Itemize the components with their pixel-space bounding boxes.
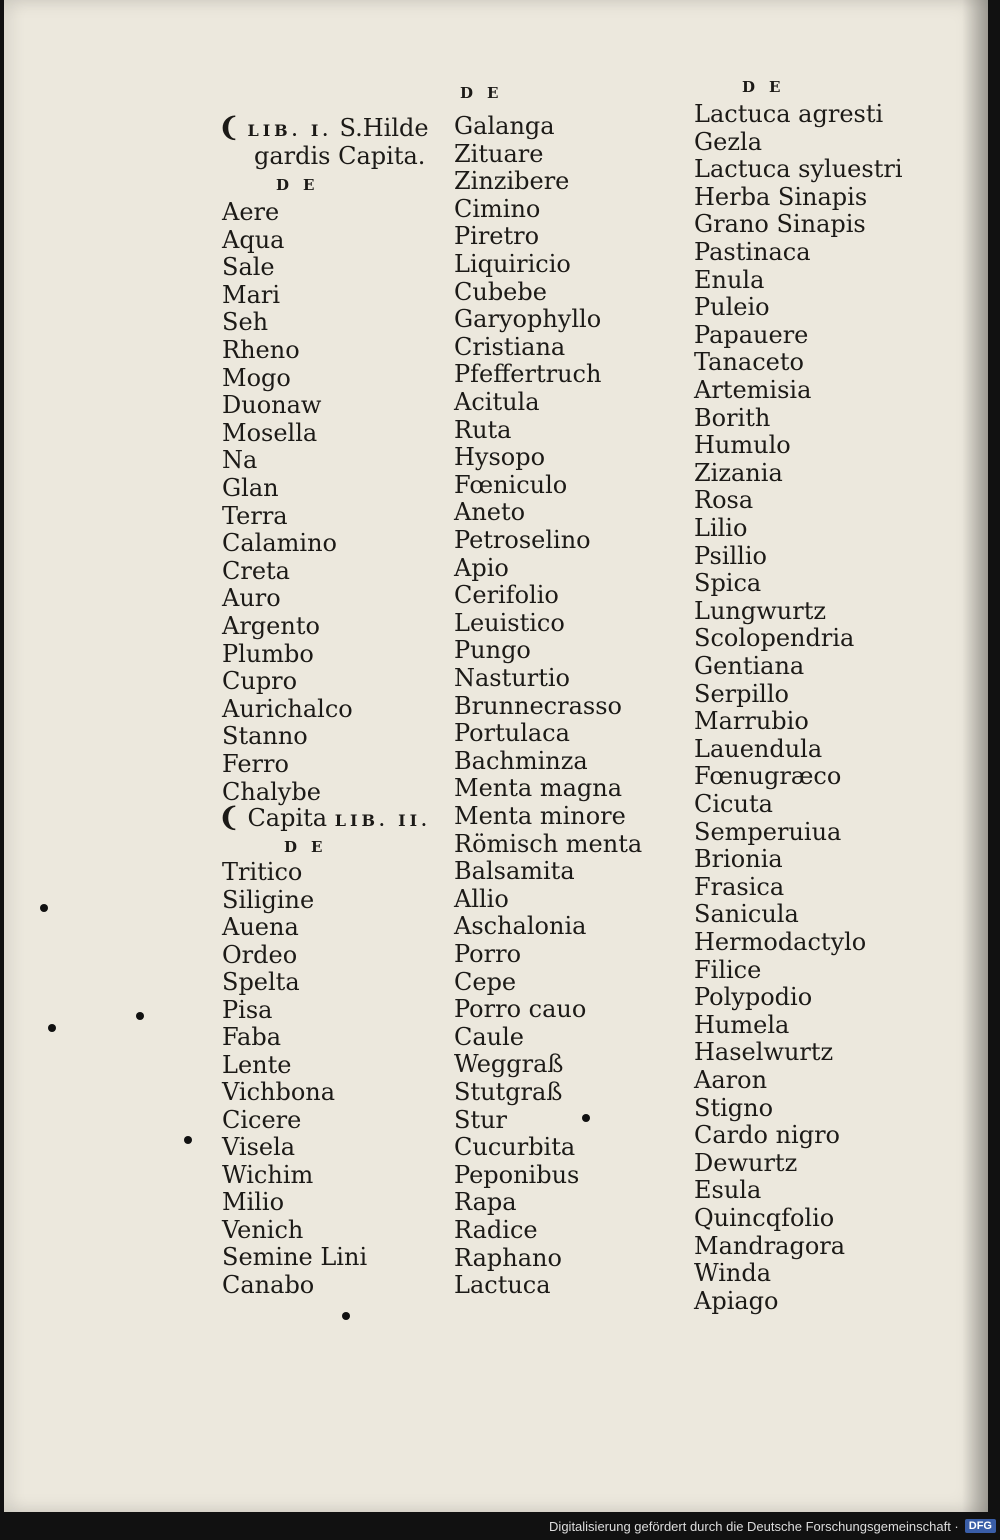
chapter-item: Scolopendria (694, 624, 855, 653)
chapter-item: Aaron (694, 1066, 768, 1094)
chapter-item: Lactuca syluestri (694, 155, 903, 184)
chapter-item: Cicere (222, 1105, 302, 1134)
book-label: LIB. I. (247, 121, 332, 140)
chapter-item: Pungo (454, 636, 531, 665)
rubric-mark: ❨ (218, 803, 240, 833)
chapter-item: Menta magna (454, 774, 623, 803)
chapter-item: Lente (222, 1050, 292, 1079)
chapter-item: Rapa (454, 1188, 517, 1217)
chapter-item: Sanicula (694, 900, 799, 929)
chapter-item: Cimino (454, 194, 541, 223)
rubric-mark: ❨ (218, 113, 240, 143)
chapter-item: Wichim (222, 1160, 314, 1189)
chapter-item: Menta minore (454, 802, 626, 830)
chapter-item: Venich (222, 1215, 304, 1244)
chapter-item: Borith (694, 403, 771, 432)
chapter-item: Canabo (222, 1270, 315, 1299)
chapter-item: Tanaceto (694, 348, 804, 377)
chapter-item: Cardo nigro (694, 1121, 841, 1150)
chapter-item: Pisa (222, 995, 273, 1024)
dfg-logo: DFG (965, 1519, 996, 1533)
book-label: LIB. II. (334, 811, 431, 830)
chapter-item: Dewurtz (694, 1148, 798, 1177)
chapter-item: Winda (694, 1259, 772, 1288)
chapter-item: Humela (694, 1010, 790, 1039)
chapter-item: Piretro (454, 222, 540, 251)
chapter-item: Römisch menta (454, 829, 643, 858)
chapter-item: Cicuta (694, 790, 773, 818)
chapter-item: Porro cauo (454, 995, 587, 1024)
chapter-item: Semine Lini (222, 1243, 368, 1271)
chapter-item: Aere (222, 198, 280, 226)
page-edge-shadow (962, 0, 988, 1512)
ink-spot (582, 1114, 590, 1122)
chapter-item: Auena (222, 913, 299, 941)
chapter-item: Siligine (222, 885, 315, 914)
heading-text: S.Hilde (339, 114, 429, 142)
chapter-item: Filice (694, 955, 762, 984)
chapter-item: Fœniculo (454, 470, 568, 499)
chapter-item: Herba Sinapis (694, 182, 868, 211)
chapter-item: Frasica (694, 872, 785, 901)
chapter-item: Ferro (222, 750, 289, 778)
chapter-item: Quincqfolio (694, 1204, 835, 1232)
chapter-item: Galanga (454, 112, 555, 140)
heading-text: Capita (247, 804, 328, 832)
chapter-item: Stur (454, 1105, 508, 1134)
column-de-label: DE (460, 84, 513, 102)
chapter-item: Aneto (454, 498, 526, 527)
column-de-label: DE (742, 78, 795, 96)
chapter-item: Ruta (454, 415, 512, 444)
chapter-item: Duonaw (222, 391, 322, 420)
chapter-item: Lauendula (694, 734, 823, 763)
chapter-item: Ordeo (222, 940, 298, 969)
chapter-item: Marrubio (694, 707, 809, 736)
chapter-item: Hysopo (454, 443, 546, 472)
chapter-item: Acitula (454, 388, 540, 416)
chapter-item: Fœnugræco (694, 762, 842, 791)
digitization-footer (549, 1516, 996, 1536)
chapter-item: Gezla (694, 127, 763, 156)
chapter-item: Weggraß (454, 1050, 564, 1079)
chapter-item: Apio (454, 553, 509, 582)
chapter-item: Aqua (222, 225, 285, 254)
book-page (4, 0, 988, 1512)
section-de-label: DE (284, 838, 337, 856)
chapter-item: Mosella (222, 418, 318, 447)
chapter-item: Artemisia (694, 376, 812, 404)
chapter-item: Hermodactylo (694, 928, 867, 956)
chapter-item: Zituare (454, 139, 544, 168)
chapter-item: Cepe (454, 967, 517, 996)
chapter-item: Pfeffertruch (454, 360, 602, 389)
chapter-item: Argento (222, 612, 320, 640)
chapter-item: Spica (694, 569, 762, 598)
chapter-item: Zinzibere (454, 167, 570, 196)
chapter-item: Leuistico (454, 608, 565, 637)
ink-spot (184, 1136, 192, 1144)
chapter-item: Cristiana (454, 332, 566, 361)
chapter-item: Plumbo (222, 639, 314, 668)
chapter-item: Vichbona (222, 1078, 336, 1106)
chapter-item: Polypodio (694, 983, 813, 1012)
chapter-item: Stutgraß (454, 1078, 563, 1106)
chapter-item: Bachminza (454, 746, 588, 775)
chapter-item: Apiago (694, 1286, 779, 1315)
chapter-item: Seh (222, 308, 269, 337)
chapter-item: Rheno (222, 336, 300, 364)
chapter-item: Spelta (222, 968, 300, 996)
book-2-heading (218, 804, 431, 835)
chapter-item: Auro (222, 584, 281, 613)
chapter-item: Lungwurtz (694, 596, 826, 625)
chapter-item: Cerifolio (454, 581, 559, 610)
chapter-item: Portulaca (454, 719, 570, 748)
chapter-item: Semperuiua (694, 817, 842, 846)
chapter-item: Lactuca (454, 1271, 551, 1300)
chapter-item: Visela (222, 1133, 296, 1161)
chapter-item: Haselwurtz (694, 1038, 834, 1067)
chapter-item: Petroselino (454, 526, 591, 554)
chapter-item: Allio (454, 884, 509, 913)
book-1-heading-line2: gardis Capita. (254, 142, 426, 170)
chapter-item: Porro (454, 940, 522, 968)
chapter-item: Aschalonia (454, 912, 587, 941)
chapter-item: Papauere (694, 320, 809, 349)
chapter-item: Aurichalco (222, 694, 353, 723)
chapter-item: Creta (222, 556, 290, 585)
ink-spot (48, 1024, 56, 1032)
chapter-item: Rosa (694, 486, 754, 515)
chapter-item: Mari (222, 280, 281, 309)
chapter-item: Pastinaca (694, 238, 811, 266)
chapter-item: Nasturtio (454, 664, 570, 692)
ink-spot (342, 1312, 350, 1320)
chapter-item: Milio (222, 1188, 285, 1216)
chapter-item: Caule (454, 1022, 525, 1051)
chapter-item: Humulo (694, 431, 791, 460)
chapter-item: Faba (222, 1023, 282, 1051)
chapter-item: Enula (694, 265, 765, 294)
chapter-item: Gentiana (694, 652, 805, 680)
chapter-item: Psillio (694, 541, 767, 570)
chapter-item: Balsamita (454, 857, 575, 886)
chapter-item: Lactuca agresti (694, 100, 884, 128)
ink-spot (136, 1012, 144, 1020)
chapter-item: Brionia (694, 845, 783, 874)
chapter-item: Radice (454, 1216, 538, 1244)
chapter-item: Glan (222, 474, 279, 502)
chapter-item: Raphano (454, 1243, 562, 1272)
chapter-item: Cupro (222, 667, 298, 696)
chapter-item: Lilio (694, 514, 748, 542)
chapter-item: Cubebe (454, 277, 547, 306)
chapter-item: Tritico (222, 858, 303, 886)
chapter-item: Na (222, 446, 258, 475)
chapter-item: Stigno (694, 1093, 774, 1122)
chapter-item: Zizania (694, 458, 783, 487)
chapter-item: Calamino (222, 529, 337, 558)
chapter-item: Puleio (694, 293, 770, 322)
chapter-item: Brunnecrasso (454, 691, 622, 720)
section-de-label: DE (276, 176, 329, 194)
chapter-item: Terra (222, 501, 288, 530)
chapter-item: Garyophyllo (454, 305, 602, 334)
footer-text: Digitalisierung gefördert durch die Deutsche Forschungsgemeinschaft · (549, 1518, 959, 1534)
book-1-heading-line1 (218, 114, 429, 145)
chapter-item: Mandragora (694, 1231, 846, 1260)
chapter-item: Liquiricio (454, 250, 571, 278)
chapter-item: Mogo (222, 363, 291, 392)
chapter-item: Peponibus (454, 1160, 580, 1189)
chapter-item: Chalybe (222, 777, 321, 806)
chapter-item: Serpillo (694, 679, 789, 708)
chapter-item: Sale (222, 253, 275, 282)
chapter-item: Esula (694, 1176, 762, 1205)
chapter-item: Grano Sinapis (694, 210, 866, 239)
ink-spot (40, 904, 48, 912)
chapter-item: Stanno (222, 722, 308, 751)
chapter-item: Cucurbita (454, 1133, 576, 1162)
